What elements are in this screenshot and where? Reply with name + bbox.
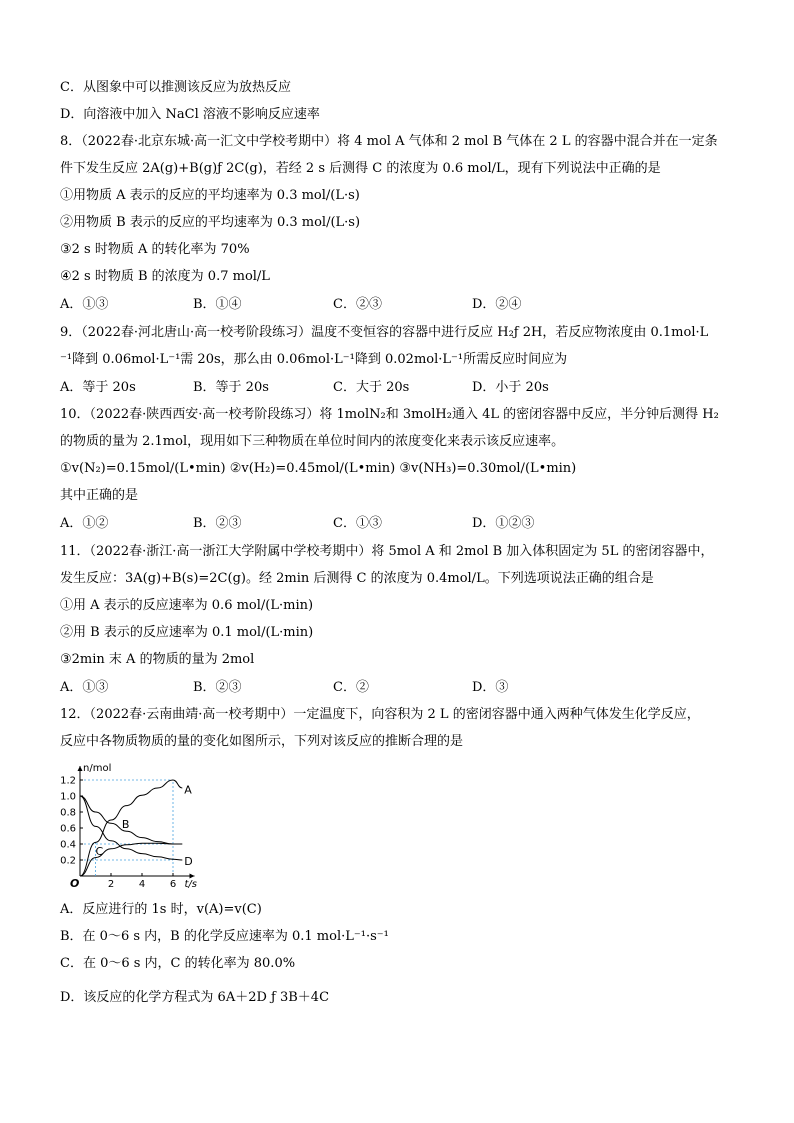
answer-option: D．②④ (472, 297, 522, 312)
text-line: 10．（2022春·陕西西安·高一校考阶段练习）将 1molN₂和 3molH₂通入 4L 的密闭容器中反应，半分钟后测得 H₂ (60, 407, 719, 422)
x-tick-label: 6 (169, 879, 177, 888)
series-line-A (80, 780, 182, 876)
reaction-chart (58, 758, 208, 888)
answer-option: A．①③ (60, 680, 109, 695)
y-tick-label: 0.2 (60, 855, 76, 867)
text-line: 反应中各物质物质的量的变化如图所示，下列对该反应的推断合理的是 (60, 734, 464, 749)
answer-option: C．①③ (333, 516, 382, 531)
x-tick-label: 2 (107, 879, 115, 888)
y-tick-label: 0.6 (60, 823, 76, 835)
y-tick-label: 0.8 (60, 807, 76, 819)
answer-option: C．② (333, 680, 369, 695)
answer-option: A．①② (60, 516, 109, 531)
text-line: 8．（2022春·北京东城·高一汇文中学校考期中）将 4 mol A 气体和 2 mol B 气体在 2 L 的容器中混合并在一定条 (60, 134, 718, 149)
text-line: ③2min 末 A 的物质的量为 2mol (60, 652, 255, 667)
text-line: ①用物质 A 表示的反应的平均速率为 0.3 mol/(L·s) (60, 188, 360, 203)
answer-option: B．等于 20s (193, 380, 269, 395)
x-axis-label: t/s (184, 879, 197, 888)
y-tick-label: 0.4 (60, 839, 76, 851)
answer-option: D．③ (472, 680, 509, 695)
y-axis-label: n/mol (83, 763, 112, 774)
text-line: B．在 0～6 s 内，B 的化学反应速率为 0.1 mol·L⁻¹·s⁻¹ (60, 929, 389, 944)
y-tick-label: 1.2 (60, 775, 76, 787)
answer-option: D．小于 20s (472, 380, 549, 395)
text-line: 11．（2022春·浙江·高一浙江大学附属中学校考期中）将 5mol A 和 2mol B 加入体积固定为 5L 的密闭容器中， (60, 544, 714, 559)
text-line: ②用物质 B 表示的反应的平均速率为 0.3 mol/(L·s) (60, 215, 361, 230)
text-line: ⁻¹降到 0.06mol·L⁻¹需 20s，那么由 0.06mol·L⁻¹降到 0.02mol·L⁻¹所需反应时间应为 (60, 352, 568, 367)
text-line: ③2 s 时物质 A 的转化率为 70% (60, 242, 250, 257)
answer-option: A．①③ (60, 297, 109, 312)
text-line: 的物质的量为 2.1mol，现用如下三种物质在单位时间内的浓度变化来表示该反应速率。 (60, 434, 565, 449)
answer-option: B．①④ (193, 297, 242, 312)
text-line: ②用 B 表示的反应速率为 0.1 mol/(L·min) (60, 625, 314, 640)
text-line: A．反应进行的 1s 时，v(A)=v(C) (60, 902, 262, 917)
answer-option: C．大于 20s (333, 380, 410, 395)
text-line: 12．（2022春·云南曲靖·高一校考期中）一定温度下，向容积为 2 L 的密闭容器中通入两种气体发生化学反应， (60, 707, 700, 722)
x-tick-label: 4 (138, 879, 146, 888)
y-tick-label: 1.0 (60, 791, 76, 803)
x-axis-arrow (190, 874, 195, 879)
text-line: ①用 A 表示的反应速率为 0.6 mol/(L·min) (60, 598, 314, 613)
text-line: D．向溶液中加入 NaCl 溶液不影响反应速率 (60, 107, 320, 122)
text-line: ④2 s 时物质 B 的浓度为 0.7 mol/L (60, 269, 270, 284)
text-line: C．在 0～6 s 内，C 的转化率为 80.0% (60, 956, 296, 971)
text-line: 件下发生反应 2A(g)+B(g)ƒ 2C(g)，若经 2 s 后测得 C 的浓度为 0.6 mol/L，现有下列说法中正确的是 (60, 161, 661, 176)
origin-label: O (70, 877, 80, 888)
text-line: C．从图象中可以推测该反应为放热反应 (60, 80, 291, 95)
series-label-A: A (184, 783, 192, 797)
series-label-C: C (95, 845, 104, 859)
answer-option: D．①②③ (472, 516, 535, 531)
text-line: 其中正确的是 (60, 488, 139, 503)
answer-option: B．②③ (193, 680, 242, 695)
text-line: 发生反应：3A(g)+B(s)=2C(g)。经 2min 后测得 C 的浓度为 0.4mol/L。下列选项说法正确的组合是 (60, 571, 654, 586)
text-line: D．该反应的化学方程式为 6A＋2D ƒ 3B＋4C (60, 990, 330, 1005)
text-line: 9．（2022春·河北唐山·高一校考阶段练习）温度不变恒容的容器中进行反应 H₂ƒ 2H，若反应物浓度由 0.1mol·L (60, 325, 709, 340)
answer-option: B．②③ (193, 516, 242, 531)
series-label-D: D (184, 854, 193, 868)
answer-option: C．②③ (333, 297, 382, 312)
y-axis-arrow (78, 766, 83, 771)
series-label-B: B (121, 818, 130, 831)
text-line: ①v(N₂)=0.15mol/(L•min) ②v(H₂)=0.45mol/(L•min) ③v(NH₃)=0.30mol/(L•min) (60, 461, 577, 476)
answer-option: A．等于 20s (60, 380, 136, 395)
